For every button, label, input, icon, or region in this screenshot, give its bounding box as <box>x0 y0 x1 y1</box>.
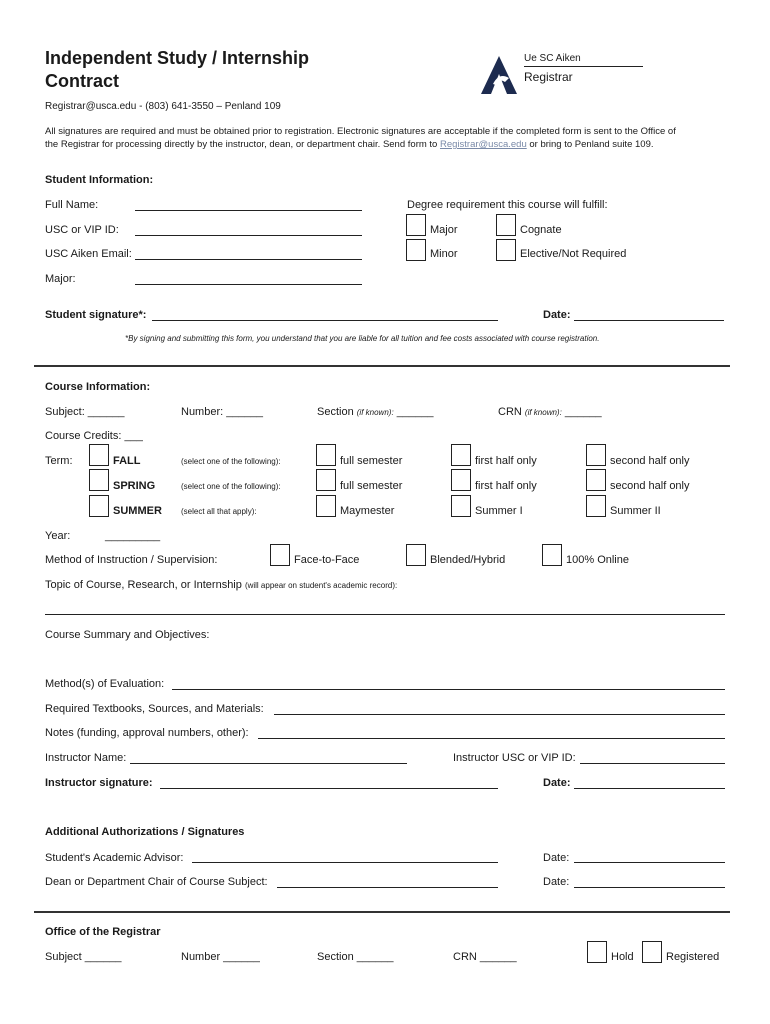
notes-field[interactable] <box>258 738 725 739</box>
spring-label: SPRING <box>113 480 156 492</box>
registered-label: Registered <box>666 951 720 963</box>
summer-1-checkbox[interactable] <box>451 495 471 517</box>
fall-first-half-checkbox[interactable] <box>451 444 471 466</box>
student-date-field[interactable] <box>574 320 724 321</box>
fall-select-hint: (select one of the following): <box>181 457 281 466</box>
logo-org-text: Ue SC Aiken <box>524 53 581 64</box>
intro-text-a: the Registrar for processing directly by the instructor, dean, or department chair. Send form to <box>45 139 440 150</box>
section-label: Section <box>317 406 354 418</box>
section-field[interactable] <box>317 406 433 418</box>
intro-line1: All signatures are required and must be obtained prior to registration. Electronic signatures are acceptable if the completed form is sent to the Office of <box>45 126 676 137</box>
blended-label: Blended/Hybrid <box>430 554 506 566</box>
term-label: Term: <box>45 455 73 467</box>
advisor-field[interactable] <box>192 862 498 863</box>
face-to-face-checkbox[interactable] <box>270 544 290 566</box>
registered-checkbox[interactable] <box>642 941 662 963</box>
fall-full-semester-checkbox[interactable] <box>316 444 336 466</box>
crn-blank: ______ <box>564 406 602 418</box>
usc-aiken-logo-icon <box>479 54 519 96</box>
notes-label: Notes (funding, approval numbers, other): <box>45 727 249 739</box>
student-signature-field[interactable] <box>152 320 498 321</box>
topic-field[interactable] <box>45 614 725 615</box>
advisor-date-field[interactable] <box>574 862 725 863</box>
summer-select-hint: (select all that apply): <box>181 507 257 516</box>
instructor-date-field[interactable] <box>574 788 725 789</box>
course-summary-label: Course Summary and Objectives: <box>45 629 210 641</box>
student-info-heading: Student Information: <box>45 174 154 186</box>
instructor-name-field[interactable] <box>130 763 407 764</box>
course-credits-field[interactable]: Course Credits: ___ <box>45 430 143 442</box>
dean-date-field[interactable] <box>574 887 725 888</box>
spring-second-half-checkbox[interactable] <box>586 469 606 491</box>
fall-label: FALL <box>113 455 141 467</box>
fall-first-half-label: first half only <box>475 455 537 467</box>
spring-checkbox[interactable] <box>89 469 109 491</box>
advisor-date-label: Date: <box>543 852 570 864</box>
registrar-section-field[interactable]: Section ______ <box>317 951 394 963</box>
instructor-id-label: Instructor USC or VIP ID: <box>453 752 576 764</box>
topic-text: Topic of Course, Research, or Internship <box>45 579 242 591</box>
dean-field[interactable] <box>277 887 498 888</box>
email-label: USC Aiken Email: <box>45 248 132 260</box>
dean-label: Dean or Department Chair of Course Subject: <box>45 876 268 888</box>
registrar-office-heading: Office of the Registrar <box>45 926 161 938</box>
online-checkbox[interactable] <box>542 544 562 566</box>
major-option-label: Major <box>430 224 458 236</box>
hold-checkbox[interactable] <box>587 941 607 963</box>
instructor-id-field[interactable] <box>580 763 725 764</box>
spring-second-half-label: second half only <box>610 480 690 492</box>
major-label: Major: <box>45 273 76 285</box>
fall-full-semester-label: full semester <box>340 455 403 467</box>
section-blank: ______ <box>396 406 434 418</box>
year-field[interactable]: _________ <box>105 530 161 542</box>
course-info-heading: Course Information: <box>45 381 151 393</box>
instructor-signature-field[interactable] <box>160 788 498 789</box>
intro-text-b: or bring to Penland suite 109. <box>526 139 654 150</box>
registrar-email-link[interactable]: Registrar@usca.edu <box>439 139 527 150</box>
logo-dept-text: Registrar <box>524 70 573 84</box>
authorizations-heading: Additional Authorizations / Signatures <box>45 826 245 838</box>
hold-label: Hold <box>611 951 634 963</box>
crn-label: CRN <box>498 406 522 418</box>
textbooks-field[interactable] <box>274 714 725 715</box>
student-signature-label: Student signature*: <box>45 309 147 321</box>
spring-select-hint: (select one of the following): <box>181 482 281 491</box>
contact-line: Registrar@usca.edu - (803) 641-3550 – Penland 109 <box>45 101 281 112</box>
minor-checkbox[interactable] <box>406 239 426 261</box>
summer-1-label: Summer I <box>475 505 523 517</box>
crn-hint: (if known): <box>524 408 562 417</box>
advisor-label: Student's Academic Advisor: <box>45 852 184 864</box>
elective-option-label: Elective/Not Required <box>520 248 627 260</box>
evaluation-label: Method(s) of Evaluation: <box>45 678 165 690</box>
section-divider-1 <box>34 365 730 367</box>
minor-option-label: Minor <box>430 248 458 260</box>
major-checkbox[interactable] <box>406 214 426 236</box>
number-field[interactable]: Number: ______ <box>181 406 263 418</box>
full-name-field[interactable] <box>135 210 362 211</box>
vip-id-field[interactable] <box>135 235 362 236</box>
maymester-checkbox[interactable] <box>316 495 336 517</box>
summer-2-label: Summer II <box>610 505 661 517</box>
fall-second-half-label: second half only <box>610 455 690 467</box>
form-title-line2: Contract <box>45 71 120 91</box>
spring-full-semester-checkbox[interactable] <box>316 469 336 491</box>
logo-divider <box>524 66 643 67</box>
summer-label: SUMMER <box>113 505 162 517</box>
face-to-face-label: Face-to-Face <box>294 554 360 566</box>
fall-second-half-checkbox[interactable] <box>586 444 606 466</box>
spring-first-half-label: first half only <box>475 480 537 492</box>
evaluation-field[interactable] <box>172 689 725 690</box>
method-label: Method of Instruction / Supervision: <box>45 554 218 566</box>
instructor-signature-label: Instructor signature: <box>45 777 153 789</box>
elective-checkbox[interactable] <box>496 239 516 261</box>
full-name-label: Full Name: <box>45 199 99 211</box>
textbooks-label: Required Textbooks, Sources, and Materials: <box>45 703 264 715</box>
topic-hint: (will appear on student's academic record): <box>244 581 398 590</box>
spring-full-semester-label: full semester <box>340 480 403 492</box>
crn-field[interactable] <box>498 406 602 418</box>
major-field[interactable] <box>135 284 362 285</box>
cognate-checkbox[interactable] <box>496 214 516 236</box>
year-label: Year: <box>45 530 71 542</box>
blended-checkbox[interactable] <box>406 544 426 566</box>
subject-field[interactable]: Subject: ______ <box>45 406 125 418</box>
form-title-line1: Independent Study / Internship <box>45 48 310 68</box>
dean-date-label: Date: <box>543 876 570 888</box>
fall-checkbox[interactable] <box>89 444 109 466</box>
cognate-option-label: Cognate <box>520 224 562 236</box>
summer-checkbox[interactable] <box>89 495 109 517</box>
student-date-label: Date: <box>543 309 571 321</box>
summer-2-checkbox[interactable] <box>586 495 606 517</box>
registrar-crn-field[interactable]: CRN ______ <box>453 951 517 963</box>
liability-disclaimer: *By signing and submitting this form, you understand that you are liable for all tuition and fee costs associated with course registration. <box>125 334 600 343</box>
instructor-date-label: Date: <box>543 777 571 789</box>
vip-id-label: USC or VIP ID: <box>45 224 119 236</box>
topic-label <box>45 579 397 591</box>
spring-first-half-checkbox[interactable] <box>451 469 471 491</box>
section-divider-2 <box>34 911 730 913</box>
email-field[interactable] <box>135 259 362 260</box>
degree-requirement-heading: Degree requirement this course will fulfill: <box>407 199 608 211</box>
registrar-subject-field[interactable]: Subject ______ <box>45 951 122 963</box>
intro-line2 <box>45 139 654 150</box>
maymester-label: Maymester <box>340 505 395 517</box>
online-label: 100% Online <box>566 554 629 566</box>
registrar-number-field[interactable]: Number ______ <box>181 951 260 963</box>
instructor-name-label: Instructor Name: <box>45 752 127 764</box>
section-hint: (if known): <box>356 408 394 417</box>
